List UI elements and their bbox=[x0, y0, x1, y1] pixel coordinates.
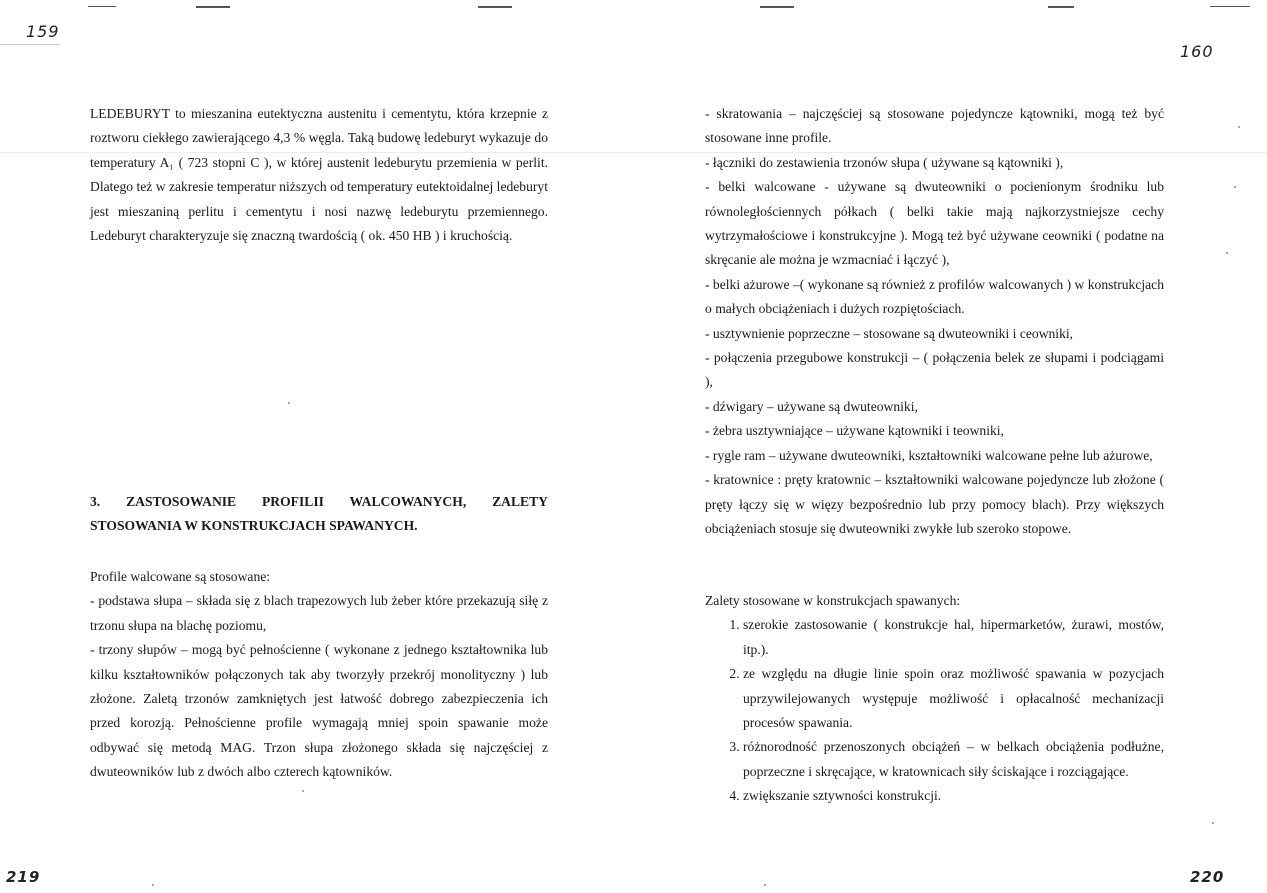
handwritten-bottom-number: 220 bbox=[1190, 868, 1225, 886]
zalety-item: 4. zwiększanie sztywności konstrukcji. bbox=[743, 784, 1164, 808]
list-item: - dźwigary – używane są dwuteowniki, bbox=[705, 398, 918, 414]
scan-speck bbox=[1212, 822, 1214, 824]
right-page bbox=[634, 0, 1267, 893]
list-item: - podstawa słupa – składa się z blach trapezowych lub żeber które przekazują siłę z trzonu słupa na blachę poziomu, bbox=[90, 593, 548, 633]
left-column bbox=[90, 102, 548, 248]
scan-speck bbox=[764, 884, 766, 886]
list-item: - kratownice : pręty kratownic – kształtowniki walcowane pojedyncze lub złożone ( pręty łączy się w więzy bezpośrednio lub przy pomocy blach). Przy większych obciążeniach stosuje się dwuteowniki zwykłe lub szeroko stopowe. bbox=[705, 472, 1164, 536]
zalety-item: 1. szerokie zastosowanie ( konstrukcje hal, hipermarketów, żurawi, mostów, itp.). bbox=[743, 613, 1164, 662]
list-item: - trzony słupów – mogą być pełnościenne ( wykonane z jednego kształtownika lub kilku kształtowników połączonych tak aby tworzyły przekrój monolityczny ) lub złożone. Zaletą trzonów zamkniętych jest łatwość dobrego zabezpieczenia ich przed korozją. Pełnościenne profile wymagają mniej spoin spawanie może odbywać się metodą MAG. Trzon słupa złożonego składa się najczęściej z dwuteowników lub z dwóch albo czterech kątowników. bbox=[90, 642, 548, 780]
list-item: - belki ażurowe –( wykonane są również z profilów walcowanych ) w konstrukcjach o małych obciążeniach i dużych rozpiętościach. bbox=[705, 276, 1165, 317]
section-heading: 3. ZASTOSOWANIE PROFILII WALCOWANYCH, ZALETY STOSOWANIA W KONSTRUKCJACH SPAWANYCH. bbox=[90, 494, 548, 534]
list-item: - łączniki do zestawienia trzonów słupa ( używane są kątowniki ), bbox=[705, 154, 1064, 170]
zalety-item: 3. różnorodność przenoszonych obciążeń – w belkach obciążenia podłużne, poprzeczne i skręcające, w kratownicach siły ściskające i rozciągające. bbox=[743, 735, 1164, 784]
scan-speck bbox=[1238, 126, 1240, 128]
scan-speck bbox=[1234, 186, 1236, 188]
ledeburyt-paragraph: LEDEBURYT to mieszanina eutektyczna austenitu i cementytu, która krzepnie z roztworu ciekłego zawierającego 4,3 % węgla. Taką budowę ledeburyt wykazuje do temperatury A₁ ( 723 stopni C ), w której austenit ledeburytu przemienia w perlit. Dlatego też w zakresie temperatur niższych od temperatury eutektoidalnej ledeburyt jest mieszaniną perlitu i cementytu i nosi nazwę ledeburytu przemiennego. Ledeburyt charakteryzuje się znaczną twardością ( ok. 450 HB ) i kruchością. bbox=[90, 106, 548, 244]
intro-text: Profile walcowane są stosowane: bbox=[90, 569, 271, 584]
left-page bbox=[0, 0, 633, 893]
scan-speck bbox=[152, 884, 154, 886]
list-item: - żebra usztywniające – używane kątowniki i teowniki, bbox=[705, 423, 1004, 439]
profiles-list bbox=[90, 565, 548, 785]
scan-speck bbox=[1226, 252, 1228, 254]
list-item: - rygle ram – używane dwuteowniki, kształtowniki walcowane pełne lub ażurowe, bbox=[705, 447, 1153, 463]
list-item: - usztywnienie poprzeczne – stosowane są dwuteowniki i ceowniki, bbox=[705, 325, 1074, 341]
zalety-section bbox=[705, 589, 1164, 809]
scan-speck bbox=[288, 402, 290, 404]
scan-speck bbox=[302, 790, 304, 792]
handwritten-page-number: 159 bbox=[26, 22, 60, 41]
section-3 bbox=[90, 490, 548, 539]
list-item: - połączenia przegubowe konstrukcji – ( połączenia belek ze słupami i podciągami ), bbox=[705, 350, 1164, 390]
right-column bbox=[705, 102, 1164, 541]
zalety-heading: Zalety stosowane w konstrukcjach spawanych: bbox=[705, 593, 961, 608]
list-item: - belki walcowane - używane są dwuteowniki o pocienionym środniku lub równoległościennych półkach ( belki takie mają najkorzystniejsze cechy wytrzymałościowe i konstrukcyjne ). Mogą też być używane ceowniki ( podatne na skręcanie ale można je wzmacniać i łączyć ), bbox=[705, 179, 1164, 268]
zalety-list bbox=[705, 613, 1164, 808]
handwritten-bottom-number: 219 bbox=[6, 868, 41, 886]
handwritten-page-number: 160 bbox=[1180, 42, 1214, 61]
zalety-item: 2. ze względu na długie linie spoin oraz możliwość spawania w pozycjach uprzywilejowanych występuje możliwość i opłacalność mechanizacji procesów spawania. bbox=[743, 662, 1164, 735]
list-item: - skratowania – najczęściej są stosowane pojedyncze kątowniki, mogą też być stosowane inne profile. bbox=[705, 106, 1164, 146]
